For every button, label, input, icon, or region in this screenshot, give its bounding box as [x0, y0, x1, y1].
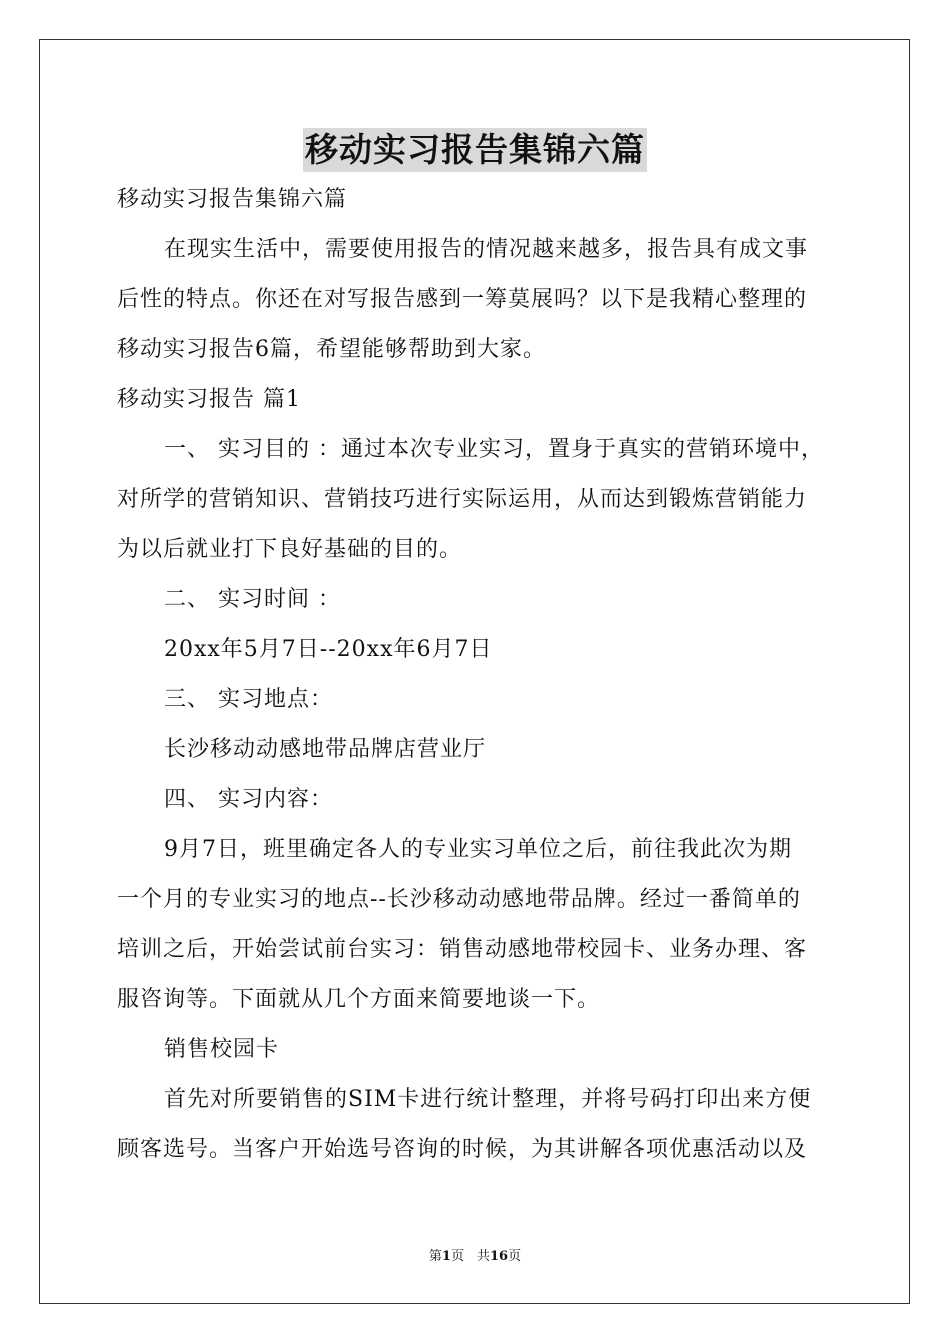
title-container	[0, 128, 950, 172]
footer-total-pages: 16	[489, 1249, 509, 1264]
footer-middle: 页 共	[450, 1249, 490, 1264]
intro-line-3: 移动实习报告6篇，希望能够帮助到大家。	[117, 337, 546, 362]
intro-line-2: 后性的特点。你还在对写报告感到一筹莫展吗？以下是我精心整理的	[117, 287, 808, 312]
document-title: 移动实习报告集锦六篇	[303, 128, 647, 172]
content-heading: 四、 实习内容：	[164, 787, 333, 812]
purpose-line-3: 为以后就业打下良好基础的目的。	[117, 537, 463, 562]
intro-line-1: 在现实生活中，需要使用报告的情况越来越多，报告具有成文事	[164, 237, 809, 262]
campus-card-line-1: 首先对所要销售的SIM卡进行统计整理，并将号码打印出来方便	[164, 1087, 812, 1112]
time-value: 20xx年5月7日--20xx年6月7日	[164, 637, 493, 662]
campus-card-line-2: 顾客选号。当客户开始选号咨询的时候，为其讲解各项优惠活动以及	[117, 1137, 808, 1162]
time-heading: 二、 实习时间 ：	[164, 587, 341, 612]
campus-card-heading: 销售校园卡	[164, 1037, 280, 1062]
footer-current-page: 1	[441, 1249, 451, 1264]
content-line-2: 一个月的专业实习的地点--长沙移动动感地带品牌。经过一番简单的	[117, 887, 801, 912]
location-heading: 三、 实习地点：	[164, 687, 333, 712]
content-line-3: 培训之后，开始尝试前台实习：销售动感地带校园卡、业务办理、客	[117, 937, 808, 962]
section-heading: 移动实习报告 篇1	[117, 387, 301, 412]
page-footer	[0, 1248, 950, 1266]
purpose-line-1: 一、 实习目的 ：通过本次专业实习，置身于真实的营销环境中，	[164, 437, 824, 462]
subtitle-line: 移动实习报告集锦六篇	[117, 187, 348, 212]
content-line-1: 9月7日，班里确定各人的专业实习单位之后，前往我此次为期	[164, 837, 792, 862]
footer-suffix: 页	[508, 1249, 522, 1264]
content-line-4: 服咨询等。下面就从几个方面来简要地谈一下。	[117, 987, 601, 1012]
purpose-line-2: 对所学的营销知识、营销技巧进行实际运用，从而达到锻炼营销能力	[117, 487, 808, 512]
footer-prefix: 第	[428, 1249, 442, 1264]
location-value: 长沙移动动感地带品牌店营业厅	[164, 737, 487, 762]
